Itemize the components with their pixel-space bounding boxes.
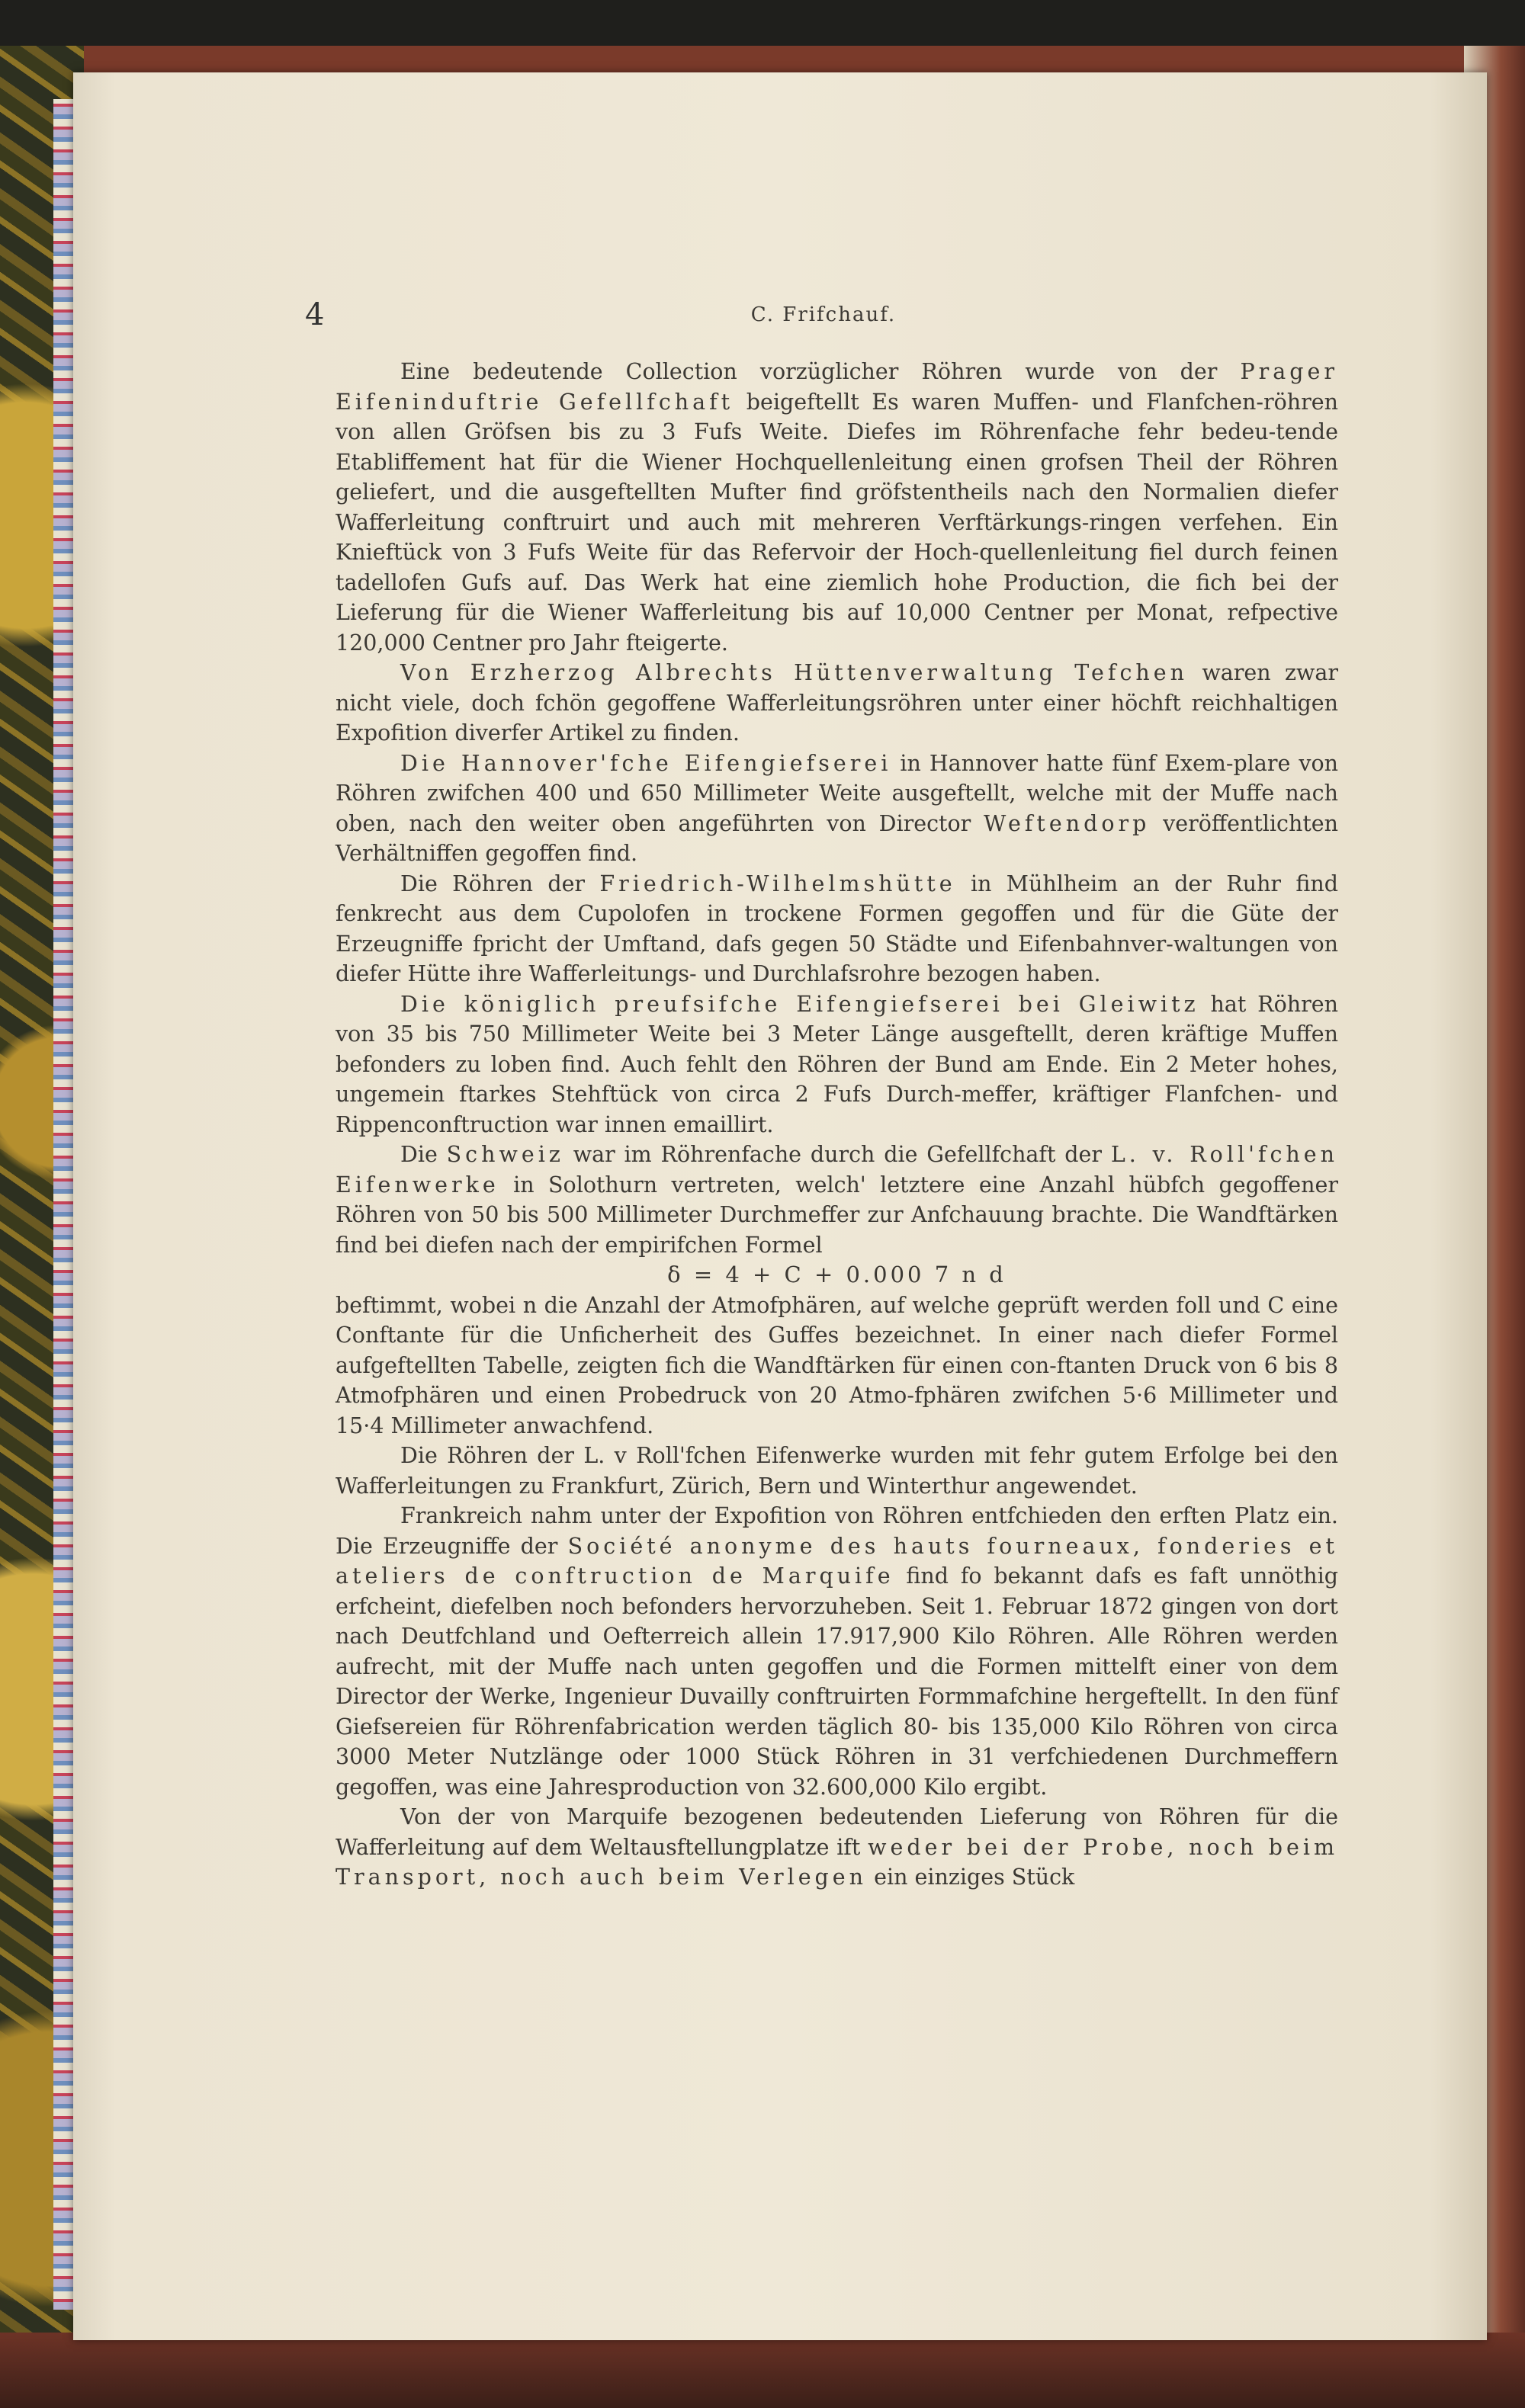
text-run: beftimmt, wobei n die Anzahl der Atmofphären, auf welche geprüft werden foll und C eine Conftante für die Unficherheit des Guffes bezeichnet. In einer nach diefer Formel aufgeftellten Tabelle, zeigten fich die Wandftärken für einen con-ftanten Druck von 6 bis 8 Atmofphären und einen Probedruck von 20 Atmo-fphären zwifchen 5·6 Millimeter und 15·4 Millimeter anwachfend. (336, 1292, 1338, 1438)
text-run: Die Röhren der L. v Roll'fchen Eifenwerke wurden mit fehr gutem Erfolge bei den Wafferleitungen zu Frankfurt, Zürich, Bern und Winterthur angewendet. (336, 1443, 1338, 1499)
paragraph-6 (336, 1140, 1338, 1260)
spaced-name: Schweiz (446, 1142, 564, 1167)
spaced-name: Friedrich-Wilhelmshütte (599, 871, 956, 896)
paragraph-4 (336, 869, 1338, 989)
page-number: 4 (305, 297, 325, 332)
paragraph-2 (336, 658, 1338, 749)
formula: δ = 4 + C + 0.000 7 n d (667, 1262, 1006, 1287)
paragraph-9 (336, 1501, 1338, 1802)
text-run: in Solothurn vertreten, welch' letztere eine Anzahl hübfch gegoffener Röhren von 50 bis 500 Millimeter Durchmeffer zur Anfchauung brachte. Die Wandftärken find bei diefen nach der empirifchen Formel (336, 1172, 1338, 1258)
spaced-name: Weftendorp (984, 810, 1151, 836)
paragraph-10 (336, 1802, 1338, 1893)
text-run: Frankreich nahm unter der Expofition von Röhren entfchieden den erften Platz ein. Die Erzeugniffe der (336, 1503, 1338, 1559)
spaced-name: Von Erzherzog Albrechts Hüttenverwaltung Tefchen (400, 660, 1189, 685)
running-head: C. Frifchauf. (750, 303, 897, 326)
page-header (305, 297, 1342, 335)
spaced-name: Prager Eifeninduftrie Gefellfchaft (336, 359, 1338, 415)
spaced-name: weder bei der Probe, noch beim Transport, noch auch beim Verlegen (336, 1834, 1338, 1890)
text-run: Von der von Marquife bezogenen bedeutenden Lieferung von Röhren für die Wafferleitung auf dem Weltausftellungplatze ift (336, 1804, 1338, 1860)
text-run: in Mühlheim an der Ruhr find fenkrecht aus dem Cupolofen in trockene Formen gegoffen und für die Güte der Erzeugniffe fpricht der Umftand, dafs gegen 50 Städte und Eifenbahnver-waltungen von diefer Hütte ihre Wafferleitungs- und Durchlafsrohre bezogen haben. (336, 871, 1338, 986)
paragraph-1 (336, 357, 1338, 658)
spaced-name: L. v. Roll'fchen Eifenwerke (336, 1142, 1338, 1198)
paragraph-5 (336, 989, 1338, 1140)
text-run: ein einziges Stück (867, 1865, 1075, 1890)
book-cover-top (0, 0, 1525, 84)
spaced-name: Die königlich preufsifche Eifengiefserei bei Gleiwitz (400, 991, 1199, 1017)
paragraph-8 (336, 1441, 1338, 1501)
text-run: Die Röhren der (400, 871, 600, 896)
page-edge-strip (53, 99, 75, 2310)
text-run: hat Röhren von 35 bis 750 Millimeter Weite bei 3 Meter Länge ausgeftellt, deren kräftige Muffen befonders zu loben find. Auch fehlt den Röhren der Bund am Ende. Ein 2 Meter hohes, ungemein ftarkes Stehftück von circa 2 Fufs Durch-meffer, kräftiger Flanfchen- und Rippenconftruction war innen emaillirt. (336, 991, 1338, 1137)
text-run: in Hannover hatte fünf Exem-plare von Röhren zwifchen 400 und 650 Millimeter Weite ausgeftellt, welche mit der Muffe nach oben, nach den weiter oben angeführten von Director (336, 750, 1338, 836)
body-text (336, 357, 1338, 1893)
text-run: Die (400, 1142, 447, 1167)
text-run: war im Röhrenfache durch die Gefellfchaft der (563, 1142, 1111, 1167)
book-cover-bottom (0, 2333, 1525, 2408)
text-run: Eine bedeutende Collection vorzüglicher Röhren wurde von der (400, 359, 1241, 384)
spaced-name: Die Hannover'fche Eifengiefserei (400, 750, 892, 776)
paragraph-7 (336, 1291, 1338, 1441)
text-run: find fo bekannt dafs es faft unnöthig erfcheint, diefelben noch befonders hervorzuheben. Seit 1. Februar 1872 gingen von dort nach Deutfchland und Oefterreich allein 17.917,900 Kilo Röhren. Alle Röhren werden aufrecht, mit der Muffe nach unten gegoffen und die Formen mittelft einer von dem Director der Werke, Ingenieur Duvailly conftruirten Formmafchine hergeftellt. In den fünf Giefsereien für Röhrenfabrication werden täglich 80- bis 135,000 Kilo Röhren von circa 3000 Meter Nutzlänge oder 1000 Stück Röhren in 31 verfchiedenen Durchmeffern gegoffen, was eine Jahresproduction von 32.600,000 Kilo ergibt. (336, 1563, 1338, 1800)
text-run: waren zwar nicht viele, doch fchön gegoffene Wafferleitungsröhren unter einer höchft reichhaltigen Expofition diverfer Artikel zu finden. (336, 660, 1338, 745)
text-run: veröffentlichten Verhältniffen gegoffen find. (336, 810, 1339, 866)
text-run: beigeftellt Es waren Muffen- und Flanfchen-röhren von allen Gröfsen bis zu 3 Fufs Weite. Diefes im Röhrenfache fehr bedeu-tende Etabliffement hat für die Wiener Hochquellenleitung einen grofsen Theil der Röhren geliefert, und die ausgeftellten Mufter find gröfstentheils nach den Normalien diefer Wafferleitung conftruirt und auch mit mehreren Verftärkungs-ringen verfehen. Ein Knieftück von 3 Fufs Weite für das Refervoir der Hoch-quellenleitung fiel durch feinen tadellofen Gufs auf. Das Werk hat eine ziemlich hohe Production, die fich bei der Lieferung für die Wiener Wafferleitung bis auf 10,000 Centner per Monat, refpective 120,000 Centner pro Jahr fteigerte. (336, 389, 1338, 656)
spaced-name: Société anonyme des hauts fourneaux, fonderies et ateliers de conftruction de Marquife (336, 1533, 1338, 1589)
paragraph-3 (336, 749, 1338, 869)
